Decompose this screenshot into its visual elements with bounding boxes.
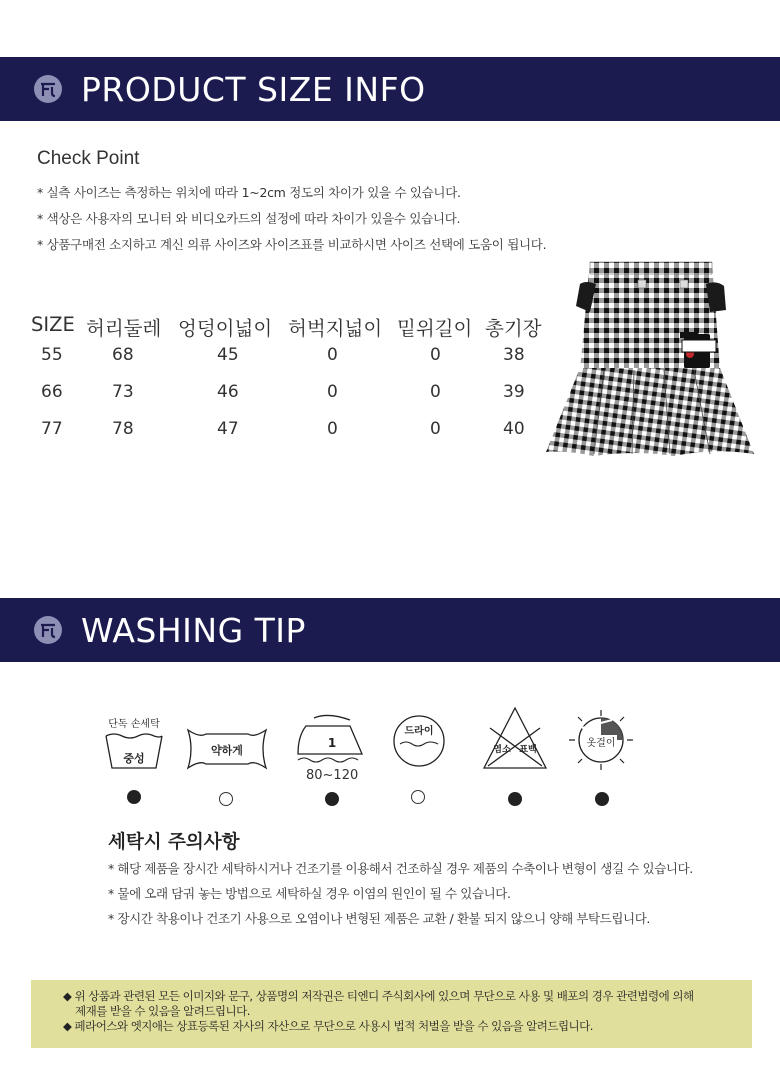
brand-logo-icon [33,615,63,645]
product-skirt-image [544,258,756,458]
check-point-notes [37,180,546,258]
table-cell: 39 [503,382,525,402]
dry-clean-icon [392,714,446,768]
check-point-title: Check Point [37,148,140,169]
table-cell: 40 [503,419,525,439]
no-bleach-icon [482,706,548,770]
gentle-wring-indicator [219,792,233,806]
iron-level-label: 1 [327,736,337,750]
table-cell: 0 [327,382,338,402]
banner-title: WASHING TIP [81,610,306,650]
note-item: * 상품구매전 소지하고 계신 의류 사이즈와 사이즈표를 비교하시면 사이즈 선택에 도움이 됩니다. [37,237,547,252]
table-cell: 0 [430,382,441,402]
iron-temperature: 80~120 [306,768,359,783]
table-cell: 55 [41,345,63,365]
table-cell: 0 [327,345,338,365]
table-cell: 45 [217,345,239,365]
header-cell: 총기장 [485,317,542,340]
dry-clean-label: 드라이 [404,726,434,737]
table-cell: 77 [41,419,63,439]
hang-dry-indicator [595,792,609,806]
wash-care-icons [0,700,780,820]
caution-item: * 장시간 착용이나 건조기 사용으로 오염이나 변형된 제품은 교환 / 환불 되지 않으니 양해 부탁드립니다. [108,911,650,926]
table-cell: 0 [327,419,338,439]
caution-item: * 해당 제품을 장시간 세탁하시거나 건조기를 이용해서 건조하실 경우 제품의 수축이나 변형이 생길 수 있습니다. [108,861,693,876]
note-item: * 색상은 사용자의 모니터 와 비디오카드의 설정에 따라 차이가 있을수 있습니다. [37,211,461,226]
iron-icon [296,710,368,768]
table-cell: 46 [217,382,239,402]
hand-wash-label: 단독 손세탁 [108,719,160,730]
caution-title: 세탁시 주의사항 [108,832,240,853]
notice-line: ◆ 페라어스와 엣지애는 상표등록된 자사의 자산으로 무단으로 사용시 법적 처벌을 받을 수 있음을 알려드립니다. [63,1019,593,1033]
brand-logo-icon [33,74,63,104]
table-cell: 68 [112,345,134,365]
header-cell: SIZE [31,313,75,336]
washing-tip-banner [0,598,780,662]
notice-line: 제재를 받을 수 있음을 알려드립니다. [75,1004,250,1018]
note-item: * 실측 사이즈는 측정하는 위치에 따라 1~2cm 정도의 차이가 있을 수 있습니다. [37,185,461,200]
banner-title: PRODUCT SIZE INFO [81,69,426,109]
caution-item: * 물에 오래 담궈 놓는 방법으로 세탁하실 경우 이염의 원인이 될 수 있습니다. [108,886,511,901]
caution-list [108,856,693,931]
table-cell: 66 [41,382,63,402]
table-cell: 47 [217,419,239,439]
table-cell: 78 [112,419,134,439]
neutral-detergent-label: 중성 [123,752,145,765]
iron-indicator [325,792,339,806]
hand-wash-indicator [127,790,141,804]
table-cell: 0 [430,419,441,439]
table-cell: 38 [503,345,525,365]
gentle-wring-icon [186,726,268,772]
bleach-label: 표백 [519,745,537,755]
dry-clean-indicator [411,790,425,804]
gentle-wring-label: 약하게 [211,744,243,757]
no-bleach-indicator [508,792,522,806]
table-cell: 0 [430,345,441,365]
hanger-label: 옷걸이 [586,738,616,749]
hang-dry-shade-icon [566,708,636,772]
header-cell: 엉덩이넓이 [178,317,273,340]
header-cell: 허벅지넓이 [288,317,383,340]
product-size-banner [0,57,780,121]
table-cell: 73 [112,382,134,402]
copyright-notice [31,980,752,1048]
notice-line: ◆ 위 상품과 관련된 모든 이미지와 문구, 상품명의 저작권은 티엔디 주식회사에 있으며 무단으로 사용 및 배포의 경우 관련법령에 의해 [63,989,694,1003]
header-cell: 밑위길이 [397,317,473,340]
chlorine-label: 염소 [493,745,511,755]
hand-wash-icon [102,716,166,772]
header-cell: 허리둘레 [86,317,162,340]
